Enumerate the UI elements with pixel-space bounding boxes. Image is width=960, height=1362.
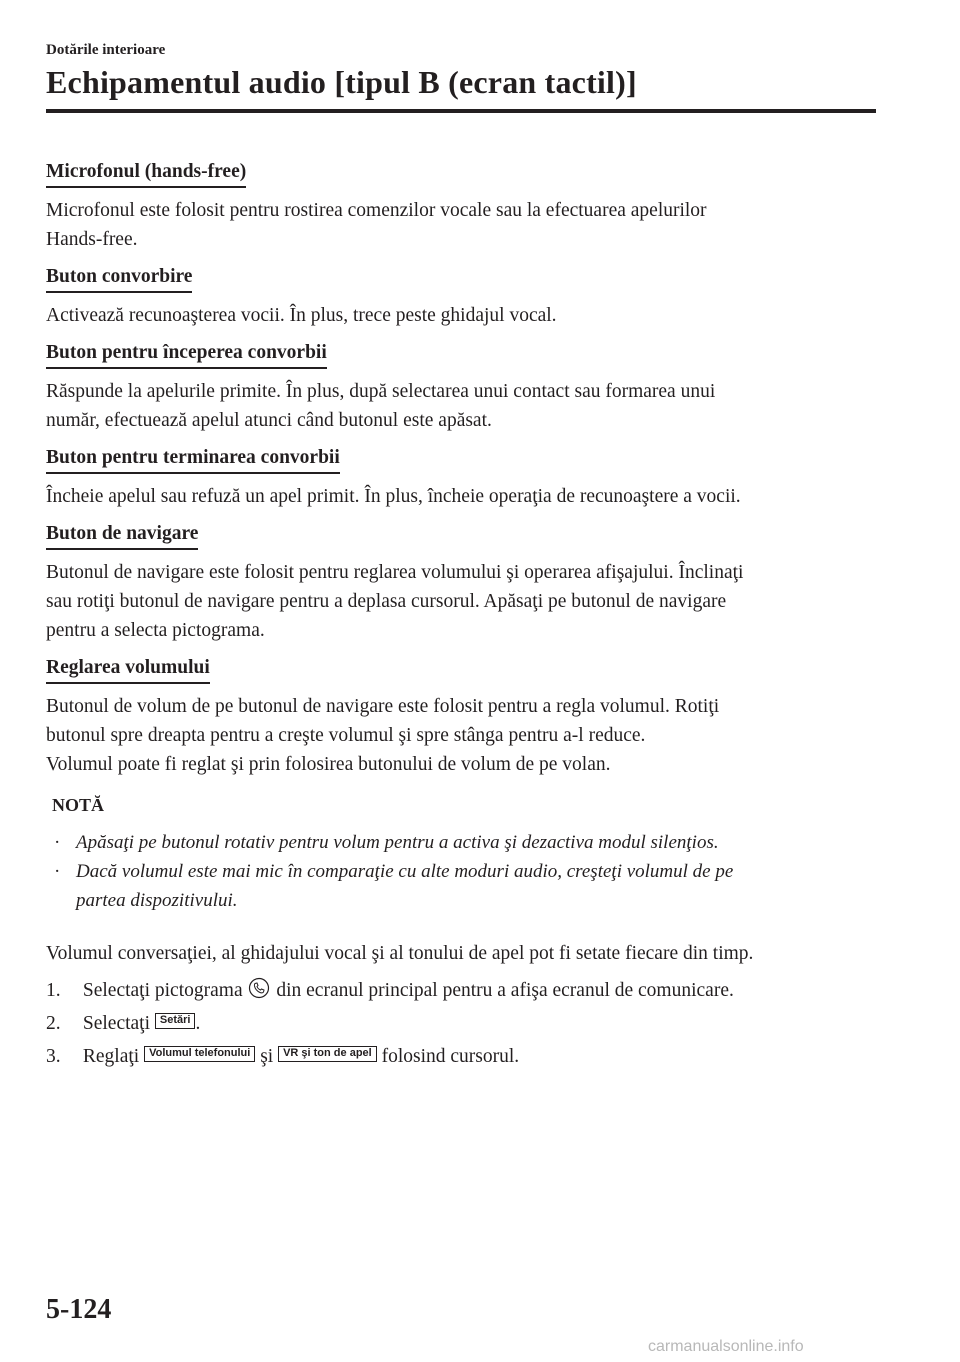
text-line: Volumul poate fi reglat şi prin folosirea butonului de volum de pe volan.: [46, 754, 611, 775]
bullet-icon: ·: [54, 832, 61, 853]
text-line: Butonul de volum de pe butonul de navigare este folosit pentru a regla volumul. Rotiţi: [46, 696, 720, 717]
note-label: NOTĂ: [52, 795, 105, 815]
text-line: sau rotiţi butonul de navigare pentru a deplasa cursorul. Apăsaţi pe butonul de navigare: [46, 591, 727, 612]
section-navigation-button: [46, 519, 876, 645]
section-heading: Reglarea volumului: [46, 655, 210, 684]
step-text: folosind cursorul.: [381, 1046, 520, 1067]
text-line: Dacă volumul este mai mic în comparaţie cu alte moduri audio, creşteţi volumul de pe: [76, 861, 734, 882]
section-heading: Buton de navigare: [46, 521, 198, 550]
content: [46, 157, 876, 1075]
step-2: [46, 1009, 876, 1038]
vr-ringtone-button: VR şi ton de apel: [278, 1046, 377, 1062]
section-pickup-button: [46, 338, 876, 435]
steps: [46, 939, 876, 1071]
text-line: Microfonul este folosit pentru rostirea comenzilor vocale sau la efectuarea apelurilor: [46, 200, 707, 221]
section-talk-button: [46, 262, 876, 330]
text-line: butonul spre dreapta pentru a creşte volumul şi spre stânga pentru a-l reduce.: [46, 725, 646, 746]
text-line: Hands-free.: [46, 229, 138, 250]
section-hangup-button: [46, 443, 876, 511]
step-3: [46, 1042, 876, 1071]
text-line: Butonul de navigare este folosit pentru reglarea volumului şi operarea afişajului. Înclinaţi: [46, 562, 744, 583]
step-text: şi: [260, 1046, 274, 1067]
step-1: [46, 976, 876, 1005]
section-heading: Buton pentru terminarea convorbii: [46, 445, 340, 474]
section-text: [46, 692, 876, 779]
phone-volume-button: Volumul telefonului: [144, 1046, 255, 1062]
section-volume: [46, 653, 876, 779]
text-line: partea dispozitivului.: [76, 890, 238, 911]
phone-icon: [248, 977, 270, 999]
note-item: [46, 828, 876, 857]
section-heading: Buton pentru începerea convorbii: [46, 340, 327, 369]
step-text: Selectaţi pictograma: [82, 980, 243, 1001]
section-text: [46, 196, 876, 254]
section-text: [46, 377, 876, 435]
note-list: [46, 828, 876, 915]
page-title: Echipamentul audio [tipul B (ecran tactil)]: [46, 64, 637, 100]
step-number: 3.: [46, 1046, 61, 1067]
header-section: Dotările interioare: [46, 42, 166, 58]
step-text: Reglaţi: [82, 1046, 140, 1067]
page-number: 5-124: [46, 1294, 112, 1325]
text-line: număr, efectuează apelul atunci când butonul este apăsat.: [46, 410, 492, 431]
section-microphone: [46, 157, 876, 254]
text-line: Apăsaţi pe butonul rotativ pentru volum pentru a activa şi dezactiva modul silenţios.: [76, 832, 719, 853]
watermark: carmanualsonline.info: [648, 1338, 804, 1355]
settings-button: Setări: [155, 1013, 196, 1029]
bullet-icon: ·: [54, 861, 61, 882]
section-heading: Microfonul (hands-free): [46, 159, 246, 188]
note-item: [46, 857, 876, 915]
step-text: din ecranul principal pentru a afişa ecranul de comunicare.: [276, 980, 734, 1001]
step-text: Selectaţi: [82, 1013, 151, 1034]
section-text: [46, 301, 876, 330]
section-text: [46, 482, 876, 511]
text-line: pentru a selecta pictograma.: [46, 620, 265, 641]
section-text: [46, 558, 876, 645]
section-heading: Buton convorbire: [46, 264, 192, 293]
text-line: Activează recunoaşterea vocii. În plus, trece peste ghidajul vocal.: [46, 305, 557, 326]
step-number: 1.: [46, 980, 61, 1001]
text-line: Încheie apelul sau refuză un apel primit. În plus, încheie operaţia de recunoaştere a vocii.: [46, 486, 741, 507]
intro-text: Volumul conversaţiei, al ghidajului vocal şi al tonului de apel pot fi setate fiecare din timp.: [46, 943, 754, 964]
step-text: .: [195, 1013, 201, 1034]
step-number: 2.: [46, 1013, 61, 1034]
header-rule: [46, 109, 876, 113]
text-line: Răspunde la apelurile primite. În plus, după selectarea unui contact sau formarea unui: [46, 381, 716, 402]
